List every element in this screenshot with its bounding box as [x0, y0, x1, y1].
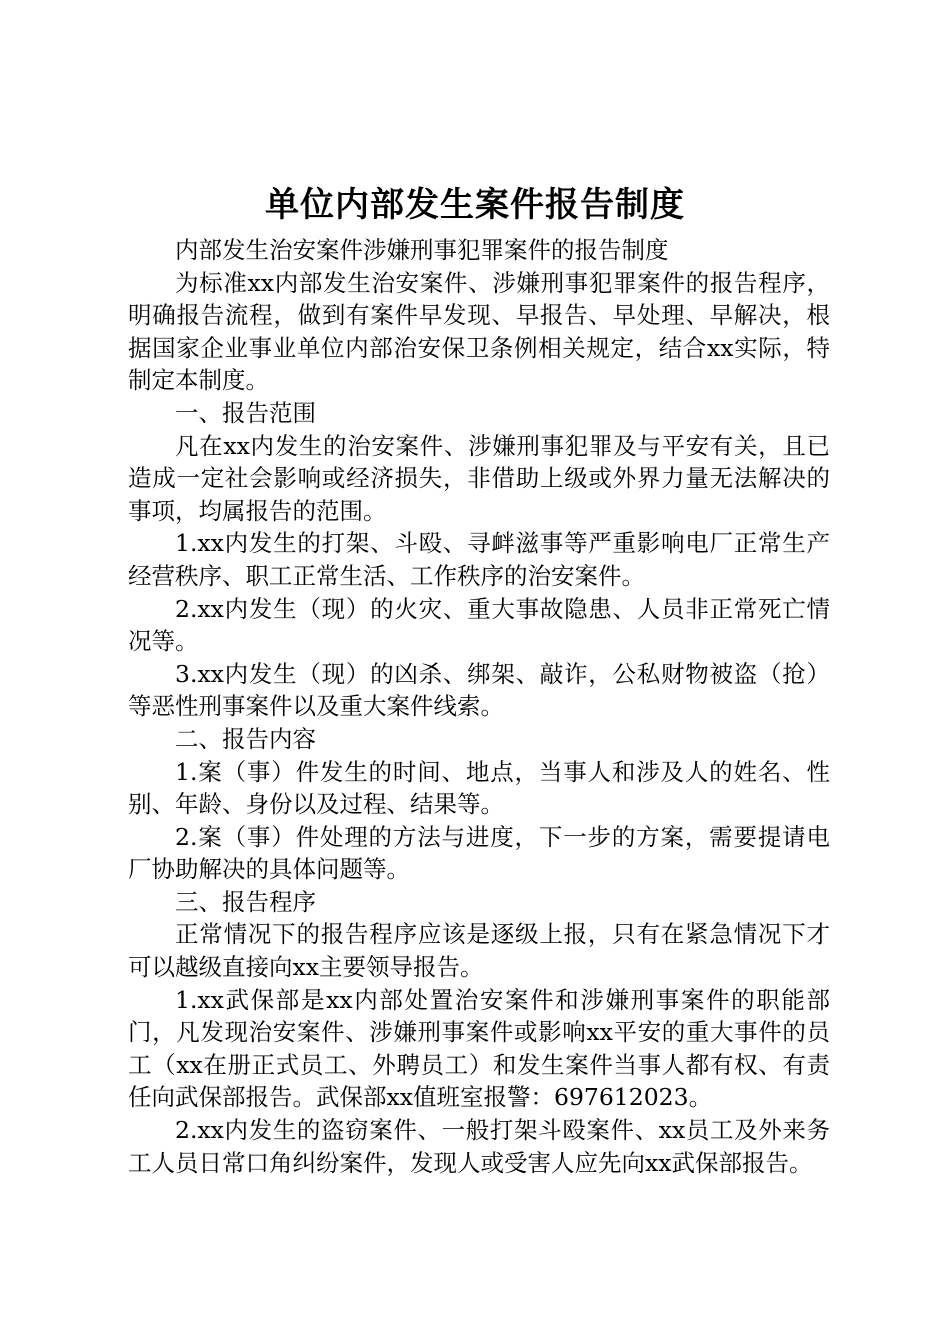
document-title: 单位内部发生案件报告制度 [265, 185, 685, 225]
procedure-item-2: 2.xx内发生的盗窃案件、一般打架斗殴案件、xx员工及外来务工人员日常口角纠纷案件，发现人或受害人应先向xx武保部报告。 [128, 1116, 830, 1177]
scope-item-3: 3.xx内发生（现）的凶杀、绑架、敲诈，公私财物被盗（抢）等恶性刑事案件以及重大案件线索。 [128, 659, 830, 721]
document-body [128, 234, 830, 1179]
paragraph-purpose: 为标准xx内部发生治安案件、涉嫌刑事犯罪案件的报告程序，明确报告流程，做到有案件早发现、早报告、早处理、早解决，根据国家企业事业单位内部治安保卫条例相关规定，结合xx实际，特制定本制度。 [128, 268, 830, 395]
content-item-2: 2.案（事）件处理的方法与进度，下一步的方案，需要提请电厂协助解决的具体问题等。 [128, 822, 830, 884]
section-heading-content: 二、报告内容 [175, 724, 316, 753]
procedure-item-1: 1.xx武保部是xx内部处置治安案件和涉嫌刑事案件的职能部门，凡发现治安案件、涉嫌刑事案件或影响xx平安的重大事件的员工（xx在册正式员工、外聘员工）和发生案件当事人都有权、有责任向武保部报告。武保部xx值班室报警：697612023。 [128, 985, 830, 1112]
content-item-1: 1.案（事）件发生的时间、地点，当事人和涉及人的姓名、性别、年龄、身份以及过程、结果等。 [128, 757, 830, 819]
scope-item-2: 2.xx内发生（现）的火灾、重大事故隐患、人员非正常死亡情况等。 [128, 594, 830, 656]
paragraph-procedure: 正常情况下的报告程序应该是逐级上报，只有在紧急情况下才可以越级直接向xx主要领导报告。 [128, 920, 830, 982]
scope-item-1: 1.xx内发生的打架、斗殴、寻衅滋事等严重影响电厂正常生产经营秩序、职工正常生活、工作秩序的治安案件。 [128, 529, 830, 590]
paragraph-scope: 凡在xx内发生的治安案件、涉嫌刑事犯罪及与平安有关，且已造成一定社会影响或经济损失，非借助上级或外界力量无法解决的事项，均属报告的范围。 [128, 431, 830, 525]
section-heading-scope: 一、报告范围 [175, 398, 316, 427]
paragraph-subtitle: 内部发生治安案件涉嫌刑事犯罪案件的报告制度 [175, 236, 669, 264]
section-heading-procedure: 三、报告程序 [175, 887, 316, 916]
